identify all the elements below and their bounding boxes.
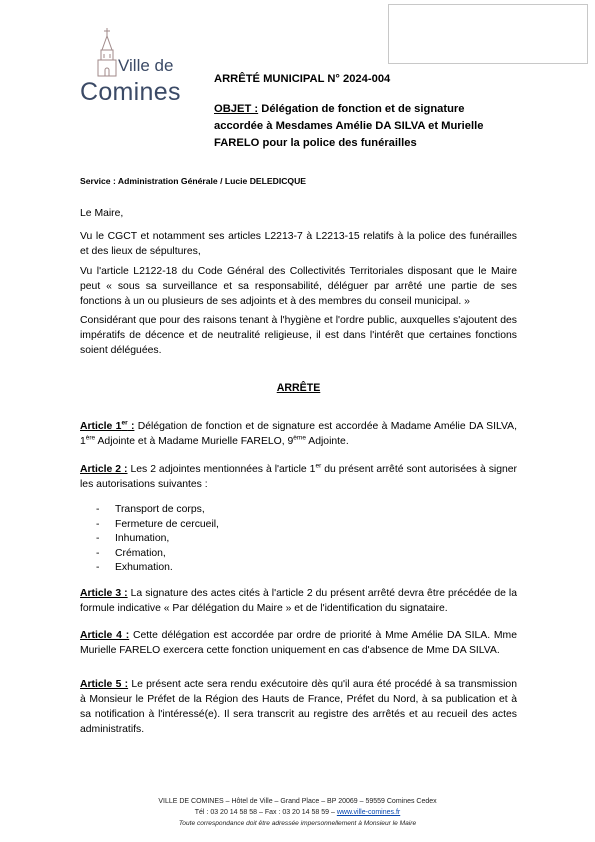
article-5-label: Article 5 : bbox=[80, 679, 129, 690]
arrete-heading: ARRÊTE bbox=[276, 382, 321, 394]
list-item: - Crémation, bbox=[96, 547, 166, 559]
website-link[interactable]: www.ville-comines.fr bbox=[336, 809, 401, 816]
considerant: Considérant que pour des raisons tenant à l'hygiène et l'ordre public, auxquelles s'ajoutent des impératifs de décence et de neutralité religieuse, il est dans l'intérêt que certaines fonctions soient déléguées. bbox=[80, 315, 517, 356]
subject-label: OBJET : bbox=[214, 103, 259, 115]
vu-article: Vu l'article L2122-18 du Code Général des Collectivités Territoriales disposant que le Maire peut « sous sa surveillance et sa responsabilité, déléguer par arrêté une partie de ses fonctions à un ou plusieurs de ses adjoints et à des membres du conseil municipal. » bbox=[80, 266, 517, 307]
service-line: Service : Administration Générale / Lucie DELEDICQUE bbox=[80, 176, 307, 186]
article-4: Article 4 : Cette délégation est accordée par ordre de priorité à Mme Amélie DA SILA. Mme Murielle FARELO exercera cette fonction uniquement en cas d'absence de Mme DA SILVA. bbox=[80, 630, 517, 656]
article-2: Article 2 : Les 2 adjointes mentionnées à l'article 1er du présent arrêté sont autorisées à signer les autorisations suivantes : bbox=[80, 462, 517, 490]
ville-de-comines-logo bbox=[80, 28, 194, 110]
list-item: - Transport de corps, bbox=[96, 504, 205, 515]
footer-note: Toute correspondance doit être adressée impersonnellement à Monsieur le Maire bbox=[178, 820, 417, 827]
article-1: Article 1er : Délégation de fonction et de signature est accordée à Madame Amélie DA SILVA, 1ère Adjointe et à Madame Murielle FARELO, 9ème Adjointe. bbox=[80, 419, 517, 447]
article-1-label: Article 1er : bbox=[80, 419, 135, 432]
subject-text: Délégation de fonction et de signature accordée à Mesdames Amélie DA SILVA et Murielle FARELO pour la police des funérailles bbox=[214, 103, 484, 149]
article-4-label: Article 4 : bbox=[80, 630, 130, 641]
list-item: - Fermeture de cercueil, bbox=[96, 518, 219, 530]
article-5: Article 5 : Le présent acte sera rendu exécutoire dès qu'il aura été procédé à sa transmission à Monsieur le Préfet de la Région des Hauts de France, Préfet du Nord, à sa publication et à sa notification à l'intéressé(e). Il sera transcrit au registre des arrêtés et au recueil des actes administratifs. bbox=[80, 679, 517, 735]
footer-contact: Tél : 03 20 14 58 58 – Fax : 03 20 14 58 59 – www.ville-comines.fr bbox=[194, 809, 401, 816]
page-footer bbox=[60, 796, 535, 829]
list-item: - Exhumation. bbox=[96, 562, 173, 573]
decree-subject bbox=[214, 101, 514, 152]
registration-stamp-box bbox=[388, 4, 588, 64]
le-maire: Le Maire, bbox=[80, 208, 124, 219]
logo-ville-de: Ville de bbox=[118, 56, 174, 75]
authorization-list bbox=[96, 503, 219, 576]
decree-title: ARRÊTÉ MUNICIPAL N° 2024-004 bbox=[214, 73, 391, 85]
article-3-label: Article 3 : bbox=[80, 588, 128, 599]
logo-comines: Comines bbox=[80, 78, 181, 106]
list-item: - Inhumation, bbox=[96, 533, 170, 544]
article-3: Article 3 : La signature des actes cités à l'article 2 du présent arrêté devra être précédée de la formule indicative « Par délégation du Maire » et de l'identification du signataire. bbox=[80, 588, 517, 614]
footer-address: VILLE DE COMINES – Hôtel de Ville – Grand Place – BP 20069 – 59559 Comines Cedex bbox=[158, 798, 437, 805]
article-2-label: Article 2 : bbox=[80, 464, 128, 475]
vu-cgct: Vu le CGCT et notamment ses articles L2213-7 à L2213-15 relatifs à la police des funérailles et des lieux de sépultures, bbox=[80, 231, 517, 257]
